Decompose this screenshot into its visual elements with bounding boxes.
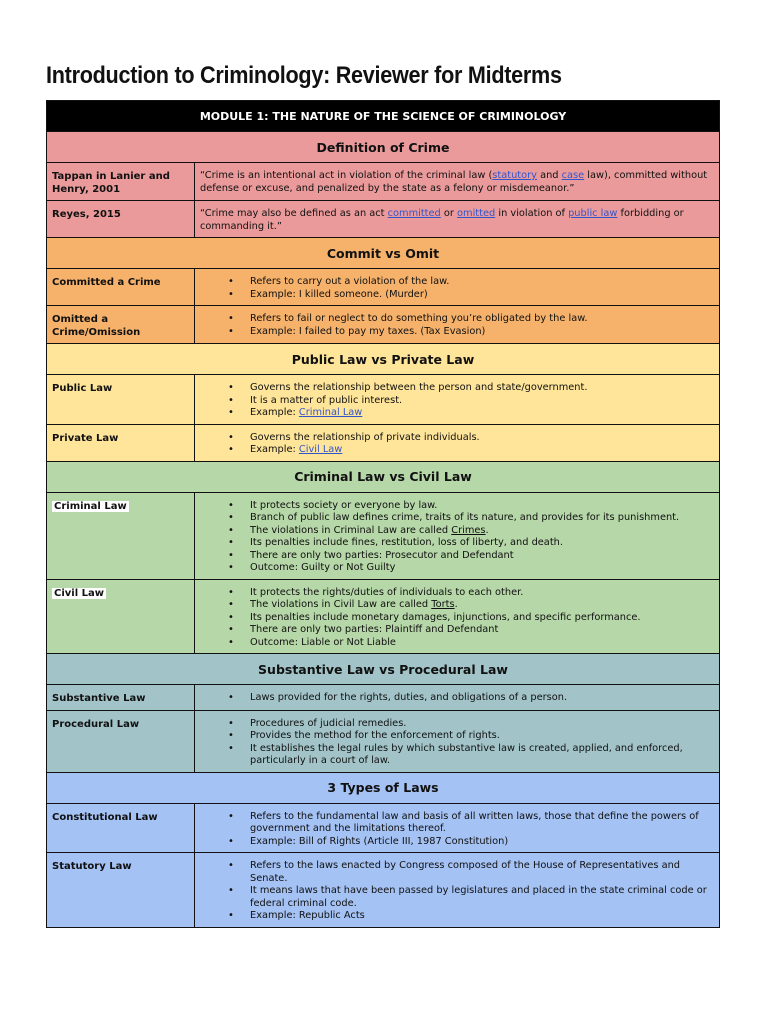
quote-text: in violation of	[495, 208, 569, 219]
list-item: • Outcome: Liable or Not Liable	[250, 637, 713, 650]
row-label: Tappan in Lanier and Henry, 2001	[47, 163, 195, 201]
table-row	[47, 201, 720, 238]
criminal-law-link[interactable]: Criminal Law	[298, 407, 363, 418]
row-content	[195, 579, 720, 654]
section-heading: Commit vs Omit	[47, 238, 720, 269]
omitted-link[interactable]: omitted	[457, 208, 496, 219]
row-content	[195, 710, 720, 772]
list-item: • Refers to fail or neglect to do something you’re obligated by the law.	[250, 313, 713, 326]
torts-term: Torts	[431, 599, 455, 610]
list-item: • Refers to the fundamental law and basis of all written laws, those that define the powers of government and the limitations thereof.	[250, 811, 713, 836]
row-label: Statutory Law	[47, 853, 195, 928]
list-item: • It protects society or everyone by law.	[250, 500, 713, 513]
row-content	[195, 375, 720, 425]
row-label: Reyes, 2015	[47, 201, 195, 238]
statutory-link[interactable]: statutory	[492, 170, 537, 181]
table-row	[47, 492, 720, 579]
list-item: • Example: I failed to pay my taxes. (Tax Evasion)	[250, 326, 713, 339]
list-item: • There are only two parties: Plaintiff and Defendant	[250, 624, 713, 637]
row-label: Private Law	[47, 424, 195, 461]
table-row	[47, 710, 720, 772]
row-content	[195, 685, 720, 711]
table-row	[47, 163, 720, 201]
row-label: Public Law	[47, 375, 195, 425]
civil-law-link[interactable]: Civil Law	[298, 444, 343, 455]
list-item: • It protects the rights/duties of individuals to each other.	[250, 587, 713, 600]
row-label: Procedural Law	[47, 710, 195, 772]
section-heading: Definition of Crime	[47, 132, 720, 163]
row-label-text: Civil Law	[54, 587, 104, 599]
quote-text: and	[536, 170, 562, 181]
row-content	[195, 803, 720, 853]
section-header-types-of-laws	[47, 772, 720, 803]
table-row	[47, 375, 720, 425]
row-label: Constitutional Law	[47, 803, 195, 853]
document-title: Introduction to Criminology: Reviewer for Midterms	[46, 62, 562, 89]
table-row	[47, 269, 720, 306]
table-row	[47, 685, 720, 711]
row-content	[195, 269, 720, 306]
case-link[interactable]: case	[561, 170, 585, 181]
list-item: • Provides the method for the enforcement of rights.	[250, 730, 713, 743]
table-row	[47, 803, 720, 853]
row-label-text: Criminal Law	[54, 500, 127, 512]
list-item: • Refers to carry out a violation of the law.	[250, 276, 713, 289]
section-heading: Substantive Law vs Procedural Law	[47, 654, 720, 685]
section-header-substantive-procedural	[47, 654, 720, 685]
row-label	[47, 492, 195, 579]
list-item: • Example: I killed someone. (Murder)	[250, 289, 713, 302]
module-header: MODULE 1: THE NATURE OF THE SCIENCE OF CRIMINOLOGY	[47, 101, 720, 132]
quote-text: forbidding or commanding it.”	[200, 208, 684, 232]
example-prefix: Example:	[250, 407, 299, 418]
list-text: The violations in Civil Law are called	[250, 599, 432, 610]
list-item: • Example: Bill of Rights (Article III, 1987 Constitution)	[250, 836, 713, 849]
list-item: • Branch of public law defines crime, traits of its nature, and provides for its punishment.	[250, 512, 713, 525]
list-item: • Its penalties include fines, restitution, loss of liberty, and death.	[250, 537, 713, 550]
list-item	[250, 444, 713, 457]
section-heading: Criminal Law vs Civil Law	[47, 461, 720, 492]
quote-text: law), committed without defense or excuse, and penalized by the state as a felony or misdemeanor.”	[200, 170, 708, 194]
list-item: • Outcome: Guilty or Not Guilty	[250, 562, 713, 575]
list-item	[250, 599, 713, 612]
committed-link[interactable]: committed	[387, 208, 441, 219]
section-header-commit-omit	[47, 238, 720, 269]
row-content	[195, 492, 720, 579]
list-item	[250, 525, 713, 538]
list-item: • Governs the relationship between the person and state/government.	[250, 382, 713, 395]
section-heading: 3 Types of Laws	[47, 772, 720, 803]
list-item: • Its penalties include monetary damages, injunctions, and specific performance.	[250, 612, 713, 625]
table-row	[47, 424, 720, 461]
list-item: • Procedures of judicial remedies.	[250, 718, 713, 731]
module-header-row	[47, 101, 720, 132]
row-content	[195, 201, 720, 238]
list-item: • Example: Republic Acts	[250, 910, 713, 923]
row-label	[47, 579, 195, 654]
section-header-criminal-civil	[47, 461, 720, 492]
list-item: • It establishes the legal rules by which substantive law is created, applied, and enforced, particularly in a court of law.	[250, 743, 713, 768]
reviewer-table	[46, 100, 720, 928]
list-text: The violations in Criminal Law are called	[250, 524, 452, 536]
row-content	[195, 163, 720, 201]
example-prefix: Example:	[250, 444, 299, 455]
quote-text: “Crime is an intentional act in violation of the criminal law (	[200, 170, 493, 181]
row-content	[195, 424, 720, 461]
list-item: • Governs the relationship of private individuals.	[250, 432, 713, 445]
list-text: .	[485, 524, 489, 536]
row-content	[195, 306, 720, 344]
list-item: • Laws provided for the rights, duties, and obligations of a person.	[250, 692, 713, 705]
row-label: Committed a Crime	[47, 269, 195, 306]
public-law-link[interactable]: public law	[568, 208, 618, 219]
row-label: Substantive Law	[47, 685, 195, 711]
quote-text: or	[440, 208, 458, 219]
section-header-definition	[47, 132, 720, 163]
section-heading: Public Law vs Private Law	[47, 344, 720, 375]
section-header-public-private	[47, 344, 720, 375]
quote-text: “Crime may also be defined as an act	[200, 208, 388, 219]
row-label: Omitted a Crime/Omission	[47, 306, 195, 344]
table-row	[47, 853, 720, 928]
table-row	[47, 306, 720, 344]
list-item: • There are only two parties: Prosecutor and Defendant	[250, 550, 713, 563]
crimes-term: Crimes	[451, 524, 486, 536]
list-item: • Refers to the laws enacted by Congress composed of the House of Representatives and Senate.	[250, 860, 713, 885]
list-item: • It is a matter of public interest.	[250, 395, 713, 408]
row-content	[195, 853, 720, 928]
list-text: .	[454, 599, 458, 610]
list-item: • It means laws that have been passed by legislatures and placed in the state criminal code or federal criminal code.	[250, 885, 713, 910]
table-row	[47, 579, 720, 654]
list-item	[250, 407, 713, 420]
